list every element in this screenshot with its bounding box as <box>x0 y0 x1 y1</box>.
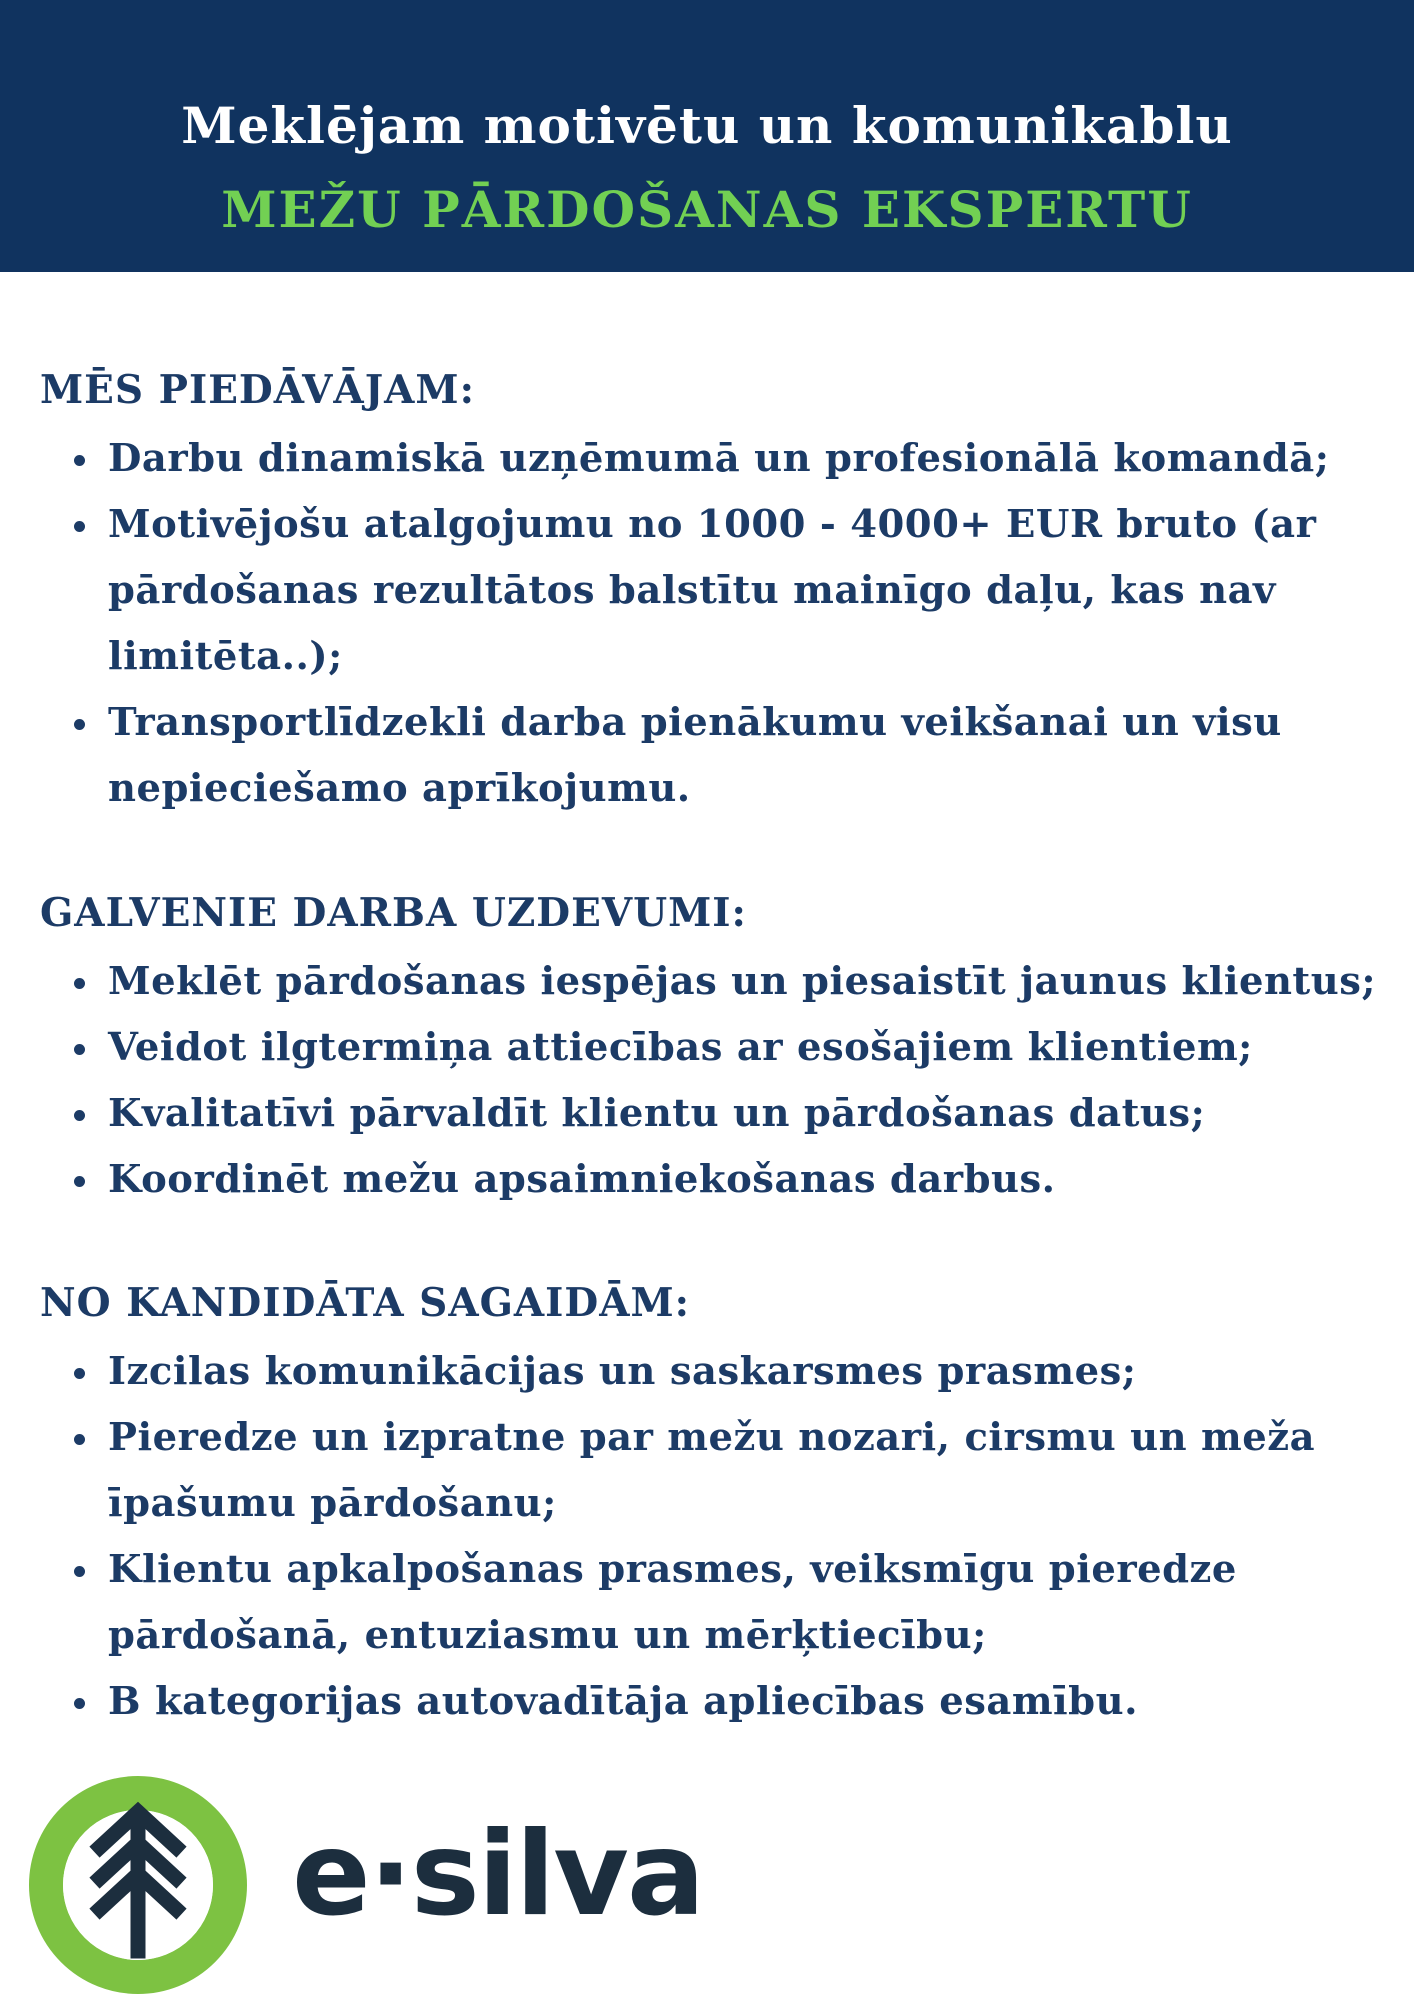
list-item: Transportlīdzekli darba pienākumu veikšanai un visu nepieciešamo aprīkojumu. <box>40 690 1380 822</box>
section-requirements <box>40 1275 1380 1735</box>
job-header <box>0 0 1414 272</box>
section-title: MĒS PIEDĀVĀJAM: <box>40 367 475 413</box>
list-item: Izcilas komunikācijas un saskarsmes prasmes; <box>40 1339 1380 1405</box>
section-offer <box>40 362 1380 822</box>
list-item: Kvalitatīvi pārvaldīt klientu un pārdošanas datus; <box>40 1081 1380 1147</box>
list-item: Veidot ilgtermiņa attiecības ar esošajiem klientiem; <box>40 1015 1380 1081</box>
section-title: GALVENIE DARBA UZDEVUMI: <box>40 890 747 936</box>
header-subtitle: Meklējam motivētu un komunikablu <box>181 96 1233 155</box>
job-title: MEŽU PĀRDOŠANAS EKSPERTU <box>221 180 1193 239</box>
list-item: Meklēt pārdošanas iespējas un piesaistīt jaunus klientus; <box>40 949 1380 1015</box>
list-item: Koordinēt mežu apsaimniekošanas darbus. <box>40 1147 1380 1213</box>
section-title: NO KANDIDĀTA SAGAIDĀM: <box>40 1280 691 1326</box>
requirements-list <box>40 1339 1380 1735</box>
section-tasks <box>40 885 1380 1213</box>
brand-logo-text: e·silva <box>292 1807 704 1942</box>
list-item: Pieredze un izpratne par mežu nozari, cirsmu un meža īpašumu pārdošanu; <box>40 1405 1380 1537</box>
tree-arrow-logo-icon <box>28 1775 248 1995</box>
tasks-list <box>40 949 1380 1213</box>
list-item: Klientu apkalpošanas prasmes, veiksmīgu pieredze pārdošanā, entuziasmu un mērķtiecību; <box>40 1537 1380 1669</box>
list-item: Darbu dinamiskā uzņēmumā un profesionālā komandā; <box>40 426 1380 492</box>
offer-list <box>40 426 1380 822</box>
list-item: Motivējošu atalgojumu no 1000 - 4000+ EUR bruto (ar pārdošanas rezultātos balstītu mainīgo daļu, kas nav limitēta..); <box>40 492 1380 690</box>
list-item: B kategorijas autovadītāja apliecības esamību. <box>40 1669 1380 1735</box>
